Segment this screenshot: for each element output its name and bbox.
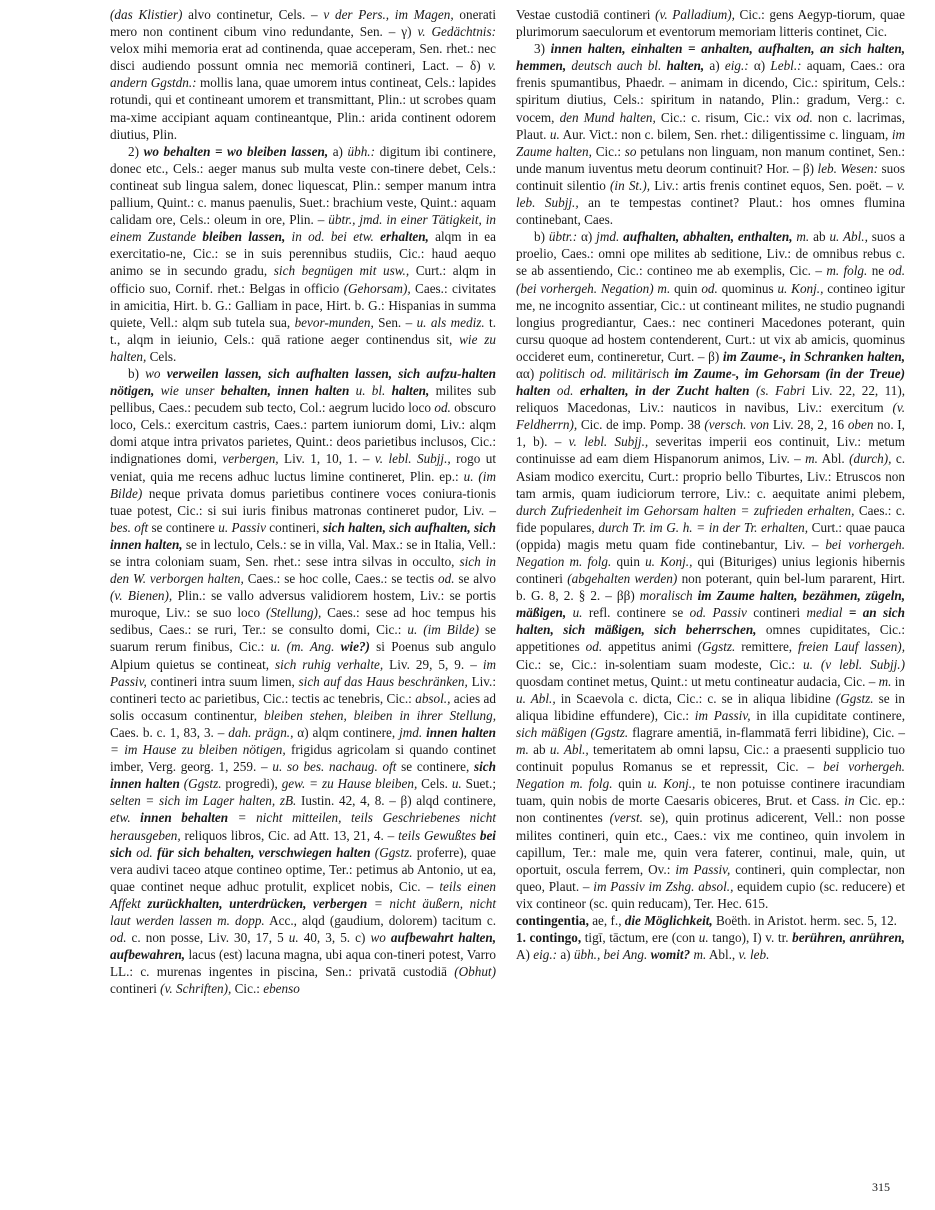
text-segment: Curt.: alqm in officio suo, Cornif. rhet.: Belgas in officio xyxy=(110,263,496,296)
text-segment: in xyxy=(891,673,905,689)
text-segment: im Zaume-, in Schranken halten, xyxy=(722,348,905,364)
text-segment: ne xyxy=(867,263,889,279)
text-segment: u. bl. xyxy=(355,383,386,399)
text-segment: wo xyxy=(145,365,161,381)
text-segment: si Poenus sub angulo Alpium quietus se contineat, xyxy=(110,639,497,672)
text-segment: te non potuisse continere iracundiam tuam, quin nobis de morte Caesaris obiceres, Brut. et Cass. xyxy=(516,776,905,809)
text-segment: b) xyxy=(128,365,146,381)
text-segment: Acc., alqd (gaudium, dolorem) tacitum c. xyxy=(264,912,496,928)
text-segment: Vestae custodiā contineri xyxy=(516,7,656,22)
text-segment: contineri xyxy=(746,605,807,621)
text-segment: no. I, 1, b). – xyxy=(516,417,905,450)
entry-paragraph xyxy=(516,912,905,929)
text-segment: die Möglichkeit, xyxy=(624,912,713,928)
text-segment: se), quin protinus adicerent, Vell.: non posse milites contineri, quin etc., Caes.: vix me contineo, quin involem in capillum, Ter.: male me, quin vera faterer, continui, male, quin, ut oportuit, oscula ferrem, Ov.: xyxy=(516,810,905,877)
text-segment: etw. xyxy=(110,810,131,826)
text-segment: (das Klistier) xyxy=(110,7,183,22)
text-segment: (Gehorsam), xyxy=(343,280,411,296)
text-segment: v. andern Ggstdn.: xyxy=(110,58,496,91)
text-segment: deutsch auch bl. xyxy=(571,58,662,74)
text-segment: wie?) xyxy=(340,639,370,655)
text-segment: se in lectulo, Cels.: se in villa, Val. Max.: se in Italia, Vell.: se intra coloniam suam, Sen. rhet.: sese intra silvas in occulto, xyxy=(110,536,496,569)
text-segment: qui (Bituriges) unius legionis hibernis contineri xyxy=(516,554,905,587)
text-segment: mollis lana, quae umorem intus contineat, Cels.: lapides rotundi, qui et contineant umorem et transmittant, Plin.: ut scrobes quam ma-xime accipiant aquam contineantque, Plin.: arida continent odorem diutius, Plin. xyxy=(110,75,496,142)
text-segment: absol., xyxy=(415,690,451,706)
text-segment: eig.: xyxy=(533,947,558,963)
text-segment: 1. contingo, xyxy=(516,930,582,946)
text-segment: sich innen halten xyxy=(110,759,496,792)
text-segment: (versch. von xyxy=(704,417,770,433)
text-segment: tigī, tāctum, ere (con xyxy=(581,930,699,946)
right-column xyxy=(516,6,905,963)
text-segment: teils einen Affekt xyxy=(110,878,496,911)
text-segment: onerati mero non continent cibum vino redundante, Sen. – γ) xyxy=(110,7,497,40)
text-segment: Aur. Vict.: non c. bilem, Sen. rhet.: diligentissime c. linguam, xyxy=(559,126,892,142)
text-segment: u. als mediz. xyxy=(416,314,485,330)
text-segment: quin xyxy=(612,776,648,792)
text-segment: od. xyxy=(585,639,603,655)
text-segment: Liv. 1, 10, 1. – xyxy=(278,451,375,467)
text-segment: tango), I) v. tr. xyxy=(708,930,793,946)
text-segment: milites sub pellibus, Caes.: pecudem sub tecto, Col.: aegrum lucido loco xyxy=(110,383,497,416)
text-segment: teils Gewußtes xyxy=(398,827,476,843)
text-segment: sich in den W. verborgen halten, xyxy=(110,554,496,587)
text-segment: u. (im Bilde) xyxy=(407,622,479,638)
text-segment: = nicht äußern, nicht laut werden lassen m. dopp. xyxy=(110,895,497,928)
text-segment: Cic.: se, Cic.: in-solentiam suam modeste, Cic.: xyxy=(516,656,804,672)
text-segment: v. lebl. Subjj., xyxy=(374,451,451,467)
text-segment: u. Abl., xyxy=(549,742,589,758)
text-segment: m. xyxy=(805,451,818,467)
text-segment: (v. Bienen), xyxy=(110,588,173,604)
text-segment: zurückhalten, unterdrücken, verbergen xyxy=(147,895,368,911)
text-segment: (abgehalten werden) xyxy=(567,571,678,587)
text-segment: neque privata domus parietibus continere voces coniura-tionis tuae potest, Cic.: si sui iuris finibus matronas contineret pudor, Liv. – xyxy=(110,485,496,518)
text-segment: politisch od. militärisch xyxy=(539,365,670,381)
text-segment: acies ad solis occasum continentur, xyxy=(110,690,496,723)
text-segment xyxy=(131,810,141,825)
text-segment: quosdam continet metus, Quint.: ut metu contineatur audacia, Cic. – xyxy=(516,673,879,689)
text-segment: Liv.: artis frenis continet equos, Sen. poët. – xyxy=(650,177,897,193)
text-segment: jmd. xyxy=(596,229,620,245)
text-segment: u. Konj., xyxy=(647,776,696,792)
text-segment: od. xyxy=(434,400,451,416)
text-segment: = an sich halten, sich mäßigen, sich beherrschen, xyxy=(516,605,905,638)
text-segment: durch Tr. im G. h. = in der Tr. erhalten, xyxy=(598,519,809,535)
text-segment: = nicht mitteilen, teils Geschriebenes nicht herausgeben, xyxy=(110,810,496,843)
text-segment: A) xyxy=(516,947,534,963)
text-segment: m. xyxy=(516,742,529,758)
page-number: 315 xyxy=(872,1180,890,1194)
text-segment: αα) xyxy=(516,365,540,381)
text-segment: übh., bei Ang. xyxy=(573,947,648,963)
text-segment: b) xyxy=(534,229,549,245)
text-segment: jmd. xyxy=(399,724,423,740)
text-segment: aufbewahrt halten, aufbewahren, xyxy=(110,930,497,963)
text-segment: in Scaevola c. dicta, Cic.: c. se in aliqua libidine xyxy=(555,690,836,706)
text-segment: contingentia, xyxy=(516,912,589,928)
text-segment: u. xyxy=(288,930,299,946)
text-segment: im Zaume halten, bezähmen, zügeln, mäßigen, xyxy=(516,588,906,621)
text-segment: non c. lacrimas, Plaut. xyxy=(516,109,905,142)
text-segment: reliquos libros, Cic. ad Att. 13, 21, 4. – xyxy=(180,827,399,843)
text-segment: temeritatem ab omni lapsu, Cic.: a praesenti supplicio tuo continuit populus Romanus se et repressit, Cic. – xyxy=(516,742,905,775)
text-segment: m. xyxy=(796,229,810,245)
text-segment: remittere, xyxy=(735,639,799,655)
text-segment: halten, xyxy=(391,383,430,399)
text-segment: α) alqm continere, xyxy=(293,724,400,740)
text-segment: im Passiv, xyxy=(110,656,496,689)
text-segment: im Passiv im Zshg. absol., xyxy=(593,878,734,894)
text-segment: (v. Feldherrn), xyxy=(516,400,905,433)
text-segment: u. Konj., xyxy=(645,554,693,569)
text-segment: contineri xyxy=(110,981,161,997)
text-segment: Cic. de imp. Pomp. 38 xyxy=(577,417,705,433)
text-segment: Cic.: c. risum, Cic.: vix xyxy=(655,109,797,125)
text-segment: bei vorhergeh. Negation m. folg. xyxy=(516,536,905,569)
text-segment: Cic.: gens Aegyp-tiorum, quae plurimorum saeculorum et eventorum memoriam litteris continet, Cic. xyxy=(516,7,905,40)
text-segment: Boëth. in Aristot. herm. sec. 5, 12. xyxy=(712,912,897,928)
text-segment: Caes.: sese ad hoc tempus his sedibus, Caes.: se ruri, Ter.: se consulto domi, Cic.: xyxy=(110,605,496,638)
text-segment: u. xyxy=(572,605,583,621)
text-segment: Curt.: quae pauca (oppida) magis metu quam fide continebantur, Liv. – xyxy=(516,519,905,552)
text-segment: suos a proelio, Caes.: omni ope milites ab seditione, Liv.: de omnibus rebus c. se ab assentiendo, Cic.: contineo me ab exemplis, Cic. – xyxy=(516,229,905,279)
text-segment: Abl. xyxy=(817,451,850,467)
text-segment: im Passiv, xyxy=(675,861,731,877)
text-segment: Liv. 28, 2, 16 xyxy=(769,417,848,433)
text-segment: im Zaume-, im Gehorsam (in der Treue) halten xyxy=(516,365,905,399)
text-segment: ebenso xyxy=(263,981,300,997)
text-segment: in illa cupiditate continere, xyxy=(750,707,905,723)
text-segment: contineri intra suum limen, xyxy=(146,673,299,689)
text-segment: Cels. xyxy=(146,348,177,364)
text-segment: obscuro loco, Cels.: exercitum castris, Caes.: partem iuniorum domi, Liv.: alqm domi atque intra privatos parietes, Quint.: deos parietibus inclusos, Cic.: indignationes domi, xyxy=(110,400,496,467)
text-segment: sich begnügen mit usw., xyxy=(273,263,410,279)
text-segment: m. xyxy=(693,947,707,963)
text-segment: equidem cupio (sc. reducere) et vix contineor (sc. quin reducam), Ter. Hec. 615. xyxy=(516,878,905,911)
text-segment: a) xyxy=(557,947,574,963)
text-segment: a) xyxy=(328,143,348,159)
text-segment: 2) xyxy=(128,143,144,159)
text-segment: od. xyxy=(701,280,718,296)
text-segment: (s. Fabri xyxy=(755,383,806,399)
text-segment: = im Hause zu bleiben nötigen, xyxy=(110,742,286,758)
text-segment: aquam, Caes.: ora frenis spumantibus, Phaedr. – animam in dicendo, Cic.: spiritum, Cels.: spiritum diutius, Cels.: spiritum in natando, Plin.: gradum, Verg.: c. vocem, xyxy=(516,58,905,125)
text-segment: übtr.: xyxy=(548,229,578,245)
text-segment: od. Passiv xyxy=(689,605,747,621)
entry-paragraph xyxy=(110,143,496,365)
text-segment: progredi), xyxy=(221,776,282,792)
text-segment: u. Konj., xyxy=(777,280,824,296)
text-segment: gew. = zu Hause bleiben, xyxy=(281,776,418,792)
text-segment: suos continuit silentio xyxy=(516,160,905,193)
text-segment: bleiben lassen, xyxy=(202,229,286,245)
text-segment: Liv. 29, 5, 9. – xyxy=(383,656,483,672)
text-segment: refl. continere se xyxy=(582,605,690,621)
text-segment: u. (im Bilde) xyxy=(110,468,496,501)
text-segment: lacus (est) lacuna magna, ubi aqua con-tineri potest, Varro LL.: c. murenas ingentes in piscina, Sen.: privatā custodiā xyxy=(110,947,496,980)
text-segment: halten, xyxy=(666,58,705,74)
text-segment: oben xyxy=(847,417,874,433)
text-segment: im Zaume halten, xyxy=(516,126,906,159)
entry-paragraph xyxy=(516,929,905,963)
text-segment: se in aliqua libidine effundere), Cic.: xyxy=(516,690,905,723)
text-segment: an te tempestas continet? Plaut.: hos omnes flumina continebant, Caes. xyxy=(516,195,905,228)
text-segment: contineri, quin complectar, non queo, Plaut. – xyxy=(516,861,906,894)
text-segment: für sich behalten, verschwiegen halten xyxy=(156,844,371,860)
text-segment: ab xyxy=(809,229,830,245)
text-segment: od. xyxy=(136,844,153,860)
text-segment: v. lebl. Subjj., xyxy=(568,434,649,450)
text-segment: 40, 3, 5. c) xyxy=(298,930,371,946)
text-segment: ae, f., xyxy=(588,912,625,928)
text-segment: od. (bei vorhergeh. Negation) m. xyxy=(516,263,906,296)
text-segment: u. (m. Ang. xyxy=(270,639,335,655)
text-segment: quin xyxy=(670,280,702,296)
text-segment: übh.: xyxy=(347,143,375,159)
text-segment: medial xyxy=(806,605,843,621)
text-segment: bleiben stehen, bleiben in ihrer Stellung, xyxy=(264,707,497,723)
entry-paragraph xyxy=(110,6,496,143)
text-segment: non poterant, quin bel-lum pararent, Hirt. b. G. 8, 2. § 2. – ββ) xyxy=(516,571,905,604)
text-segment: aufhalten, abhalten, enthalten, xyxy=(623,229,793,245)
text-segment: sich ruhig verhalte, xyxy=(275,656,384,672)
text-segment: (Ggstz. xyxy=(374,844,413,860)
text-segment: den Mund halten, xyxy=(559,109,656,125)
entry-paragraph xyxy=(516,40,905,228)
text-segment: Caes.: civitates in amicitia, Hirt. b. G.: Galliam in pace, Hirt. b. G.: Hispanias in summa quiete, Vell.: alqm sub tutela sua, xyxy=(110,280,496,330)
left-column xyxy=(110,6,496,997)
text-segment: v der Pers., im Magen, xyxy=(323,7,454,22)
text-segment: (in St.), xyxy=(610,177,651,193)
text-segment: v. leb. xyxy=(738,947,770,963)
text-segment: freien Lauf lassen), xyxy=(798,639,905,655)
text-segment: (verst. xyxy=(609,810,643,826)
text-segment: Caes. b. c. 1, 83, 3. – xyxy=(110,724,229,740)
text-segment: behalten, innen halten xyxy=(220,383,350,399)
text-segment: Iustin. 42, 4, 8. – β) alqd continere, xyxy=(296,793,496,809)
text-segment: alqm in ea exercitatio-ne, Cic.: se in suis perennibus studiis, Cic.: haud aequo animo se in secundo gradu, xyxy=(110,229,497,279)
text-segment: v. leb. Subjj., xyxy=(516,177,905,211)
text-segment: erhalten, xyxy=(380,229,429,245)
text-segment: (Obhut) xyxy=(454,964,496,980)
text-segment: u. Abl., xyxy=(516,690,556,706)
text-segment: 3) xyxy=(534,41,551,57)
text-segment: Cic.: xyxy=(231,981,264,997)
text-segment: se continere xyxy=(148,519,219,535)
text-segment: c. Asiam modico exercitu, Curt.: proprio bello Tiburtes, Liv.: Etruscos non tam armis, quam iudiciorum terrore, Liv.: c. aequitate animi plebem, xyxy=(516,451,905,501)
text-segment: se continere, xyxy=(396,759,475,775)
text-segment: durch Zufriedenheit im Gehorsam halten = zufrieden erhalten, xyxy=(516,502,855,518)
text-segment: omnes cupiditates, Cic.: appetitiones xyxy=(516,622,905,655)
entry-paragraph xyxy=(110,365,496,997)
text-segment: od. xyxy=(110,930,127,946)
text-segment: in xyxy=(844,793,855,809)
text-segment: wie zu halten, xyxy=(110,331,496,364)
text-segment: velox mihi memoria erat ad continenda, quae acceperam, Sen. rhet.: nec disci audiendo possunt omnia nec memoriā contineri, Lact. – δ) xyxy=(110,41,496,74)
text-segment: innen halten xyxy=(426,724,496,740)
text-segment: rogo ut veniat, quia me recens adhuc luctus limine contineret, Plin. ep.: xyxy=(110,451,496,484)
text-segment: bevor-munden, xyxy=(294,314,374,330)
text-segment: u. xyxy=(451,776,462,792)
text-segment: verweilen lassen, sich aufhalten lassen, sich aufzu-halten nötigen, xyxy=(110,365,496,399)
text-segment: innen halten, einhalten = anhalten, aufhalten, an sich halten, hemmen, xyxy=(516,41,905,74)
text-segment: Sen. – xyxy=(373,314,417,330)
text-segment: petulans non linguam, non manum continet, Sen.: unde manum iuventus metu deorum continuit? Hor. – β) xyxy=(516,143,905,176)
text-segment: u. Passiv xyxy=(218,519,266,535)
text-segment: sich halten, sich aufhalten, sich innen halten, xyxy=(110,519,496,552)
text-segment: od. xyxy=(556,383,574,399)
text-segment xyxy=(228,810,238,825)
text-segment: frigidus agricolam si quando continet imber, Verg. georg. 1, 259. – xyxy=(110,742,496,775)
text-segment: t. t., alqm in ieiunio, Cels.: quā ratione aeger continendus sit, xyxy=(110,314,497,347)
text-segment: (Ggstz. xyxy=(697,639,736,655)
text-segment: leb. Wesen: xyxy=(817,160,879,176)
text-segment: u. Abl., xyxy=(829,229,868,245)
text-segment: (durch), xyxy=(849,451,892,467)
text-segment: se suarum rerum finibus, Cic.: xyxy=(110,622,496,655)
text-segment: digitum ibi continere, donec etc., Cels.: aeger manus sub multa veste con-tinere debet, Cels.: contineat sub lingua salem, donec liquescat, Plin.: semper manum intra pallium, Quint.: c. manus paenulis, Suet.: brachium veste, Quint.: aquam calidam ore, Cels.: oleum in ore, Plin. – xyxy=(110,143,497,228)
text-segment: wo behalten = wo bleiben lassen, xyxy=(143,143,329,159)
text-segment: wo xyxy=(370,930,386,946)
text-segment: m. xyxy=(878,673,892,689)
text-segment: contineo igitur me, ne incognito assentiar, Cic.: ut contineant milites, ne studio pugnandi longius progrediantur, Caes.: nec contineri Macedones poterant, quin cursu quoque ad hostem contenderent, Curt.: ut vix ab amicis, quominus occideret eum, contineretur, Curt. – β) xyxy=(516,280,905,364)
text-segment: Cels. xyxy=(417,776,452,792)
text-segment: Caes.: se hoc colle, Caes.: se tectis xyxy=(243,571,438,587)
text-segment: (v. Schriften), xyxy=(160,981,232,997)
text-segment: od. xyxy=(438,571,455,587)
text-segment: quin xyxy=(611,554,646,569)
text-segment: alvo continetur, Cels. – xyxy=(182,7,324,22)
text-segment: wie unser xyxy=(160,383,215,399)
text-segment: contineri, xyxy=(265,519,323,535)
text-segment: c. non posse, Liv. 30, 17, 5 xyxy=(126,930,289,946)
text-segment: bes. oft xyxy=(110,519,149,535)
text-segment: u. (v lebl. Subjj.) xyxy=(803,656,905,672)
text-segment: Cic. ep.: non continentes xyxy=(516,793,905,826)
text-segment: erhalten, in der Zucht halten xyxy=(579,383,750,399)
text-segment: quominus xyxy=(717,280,778,296)
text-segment: a) xyxy=(704,58,725,74)
text-segment: od. xyxy=(796,109,813,125)
text-segment: proferre), quae vera audivi taceo atque contineo optime, Ter.: petimus ab Antonio, ut ea, quae continet neque adhuc protulit, explicet nobis, Cic. – xyxy=(110,844,497,894)
text-segment: so xyxy=(624,143,637,159)
text-segment: appetitus animi xyxy=(602,639,698,655)
text-segment: severitas imperii eos continuit, Liv.: metum continuisse ad eam diem Hispanorum animos, Liv. – xyxy=(516,434,905,467)
text-segment: im Passiv, xyxy=(694,707,751,723)
text-segment: selten = sich im Lager halten, zB. xyxy=(110,793,297,809)
text-segment: Liv. 22, 22, 11), reliquos Macedonas, Liv.: nauticos in navibus, Liv.: exercitum xyxy=(516,383,906,416)
entry-paragraph xyxy=(516,228,905,912)
text-segment: bei vorhergeh. Negation m. folg. xyxy=(516,759,905,792)
text-segment: flagrare amentiā, in-flammatā ferri libidine), Cic. – xyxy=(628,724,905,740)
text-segment: moralisch xyxy=(639,588,693,604)
text-segment: innen behalten xyxy=(140,810,229,826)
text-segment: bei sich xyxy=(110,827,496,860)
entry-paragraph xyxy=(516,6,905,40)
text-segment: m. folg. xyxy=(826,263,868,279)
text-segment: übtr., jmd. in einer Tätigkeit, in einem Zustande xyxy=(110,212,496,245)
text-segment: Cic.: xyxy=(591,143,625,159)
text-segment: u. xyxy=(549,126,560,142)
text-segment: Liv.: contineri tecto ac parietibus, Cic.: tectis ac tenebris, Cic.: xyxy=(110,673,496,706)
text-segment: berühren, anrühren, xyxy=(792,930,905,946)
text-segment: Plin.: se vallo adversus validiorem hostem, Liv.: se portis muroque, Liv.: se suo loco xyxy=(110,588,496,621)
text-segment: sich auf das Haus beschränken, xyxy=(298,673,468,689)
text-segment: (v. Palladium), xyxy=(655,7,735,22)
text-segment: se alvo xyxy=(454,571,496,587)
text-segment: (Ggstz. xyxy=(835,690,874,706)
text-segment: (Stellung), xyxy=(265,605,322,621)
text-segment: Lebl.: xyxy=(770,58,802,74)
text-segment: eig.: xyxy=(724,58,749,74)
text-segment: sich mäßigen (Ggstz. xyxy=(516,724,629,740)
text-segment: α) xyxy=(577,229,597,245)
text-segment: Caes.: c. fide populares, xyxy=(516,502,906,535)
text-segment: (Ggstz. xyxy=(183,776,222,792)
text-segment: Suet.; xyxy=(461,776,497,792)
text-segment xyxy=(367,896,374,911)
text-segment: womit? xyxy=(650,947,691,963)
text-segment: u. so bes. nachaug. oft xyxy=(272,759,397,775)
text-segment: verbergen, xyxy=(222,451,279,467)
text-segment: v. Gedächtnis: xyxy=(417,24,496,40)
text-segment: ab xyxy=(528,742,550,758)
text-segment: in od. bei etw. xyxy=(291,229,374,245)
text-segment: α) xyxy=(748,58,771,74)
text-segment: Abl., xyxy=(706,947,739,963)
text-segment: dah. prägn., xyxy=(228,724,294,740)
text-segment: u. xyxy=(698,930,709,946)
